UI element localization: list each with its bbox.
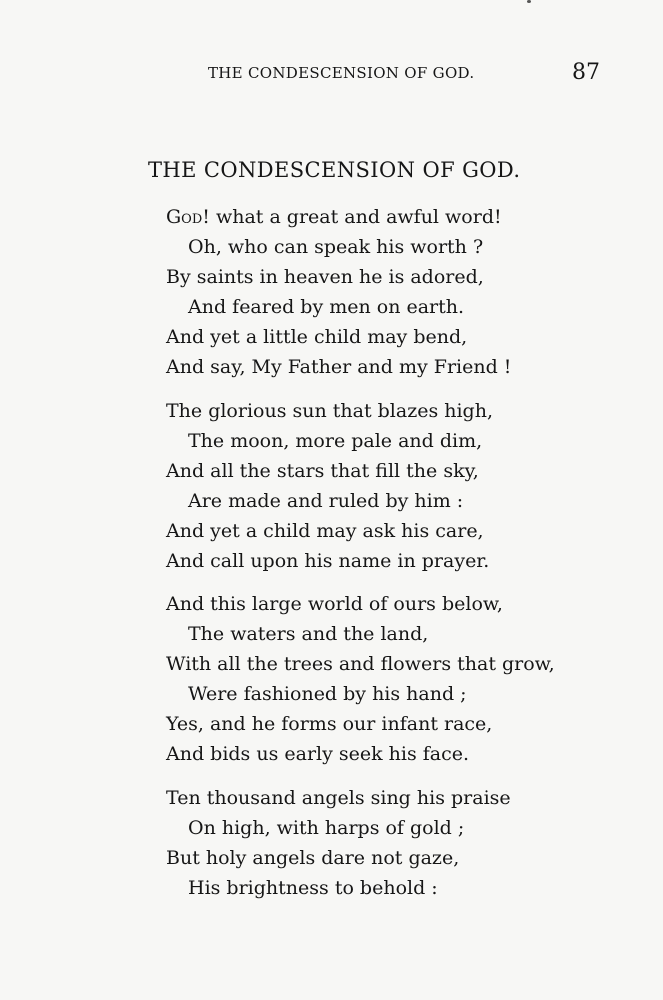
poem-line: And yet a little child may bend, bbox=[166, 326, 468, 348]
poem-line: And this large world of ours below, bbox=[166, 593, 503, 615]
poem-line: The waters and the land, bbox=[188, 623, 429, 645]
poem-line: God! what a great and awful word! bbox=[166, 206, 502, 228]
stanza-3 bbox=[166, 589, 646, 769]
poem-line: Were fashioned by his hand ; bbox=[188, 683, 467, 705]
poem-line: The glorious sun that blazes high, bbox=[166, 400, 493, 422]
stanza-1 bbox=[166, 202, 646, 382]
stanza-2 bbox=[166, 396, 646, 576]
poem-line: Are made and ruled by him : bbox=[188, 490, 464, 512]
poem-line: Oh, who can speak his worth ? bbox=[188, 236, 484, 258]
poem-line: Ten thousand angels sing his praise bbox=[166, 787, 511, 809]
poem-line: And yet a child may ask his care, bbox=[166, 520, 484, 542]
poem-line: And say, My Father and my Friend ! bbox=[166, 356, 512, 378]
poem-title: THE CONDESCENSION OF GOD. bbox=[148, 158, 521, 182]
stanza-4 bbox=[166, 783, 646, 903]
poem-line: The moon, more pale and dim, bbox=[188, 430, 483, 452]
poem-line: On high, with harps of gold ; bbox=[188, 817, 465, 839]
poem-line: And bids us early seek his face. bbox=[166, 743, 470, 765]
poem-line: Yes, and he forms our infant race, bbox=[166, 713, 493, 735]
running-head: THE CONDESCENSION OF GOD. bbox=[208, 64, 475, 82]
poem-line: And all the stars that fill the sky, bbox=[166, 460, 479, 482]
first-word: God bbox=[166, 206, 203, 228]
poem-line: His brightness to behold : bbox=[188, 877, 438, 899]
poem-line: By saints in heaven he is adored, bbox=[166, 266, 484, 288]
print-speck bbox=[527, 0, 531, 3]
poem-line: And feared by men on earth. bbox=[188, 296, 465, 318]
poem-line: But holy angels dare not gaze, bbox=[166, 847, 460, 869]
poem-line: With all the trees and flowers that grow, bbox=[166, 653, 555, 675]
page-number: 87 bbox=[572, 60, 600, 85]
poem-line: And call upon his name in prayer. bbox=[166, 550, 490, 572]
